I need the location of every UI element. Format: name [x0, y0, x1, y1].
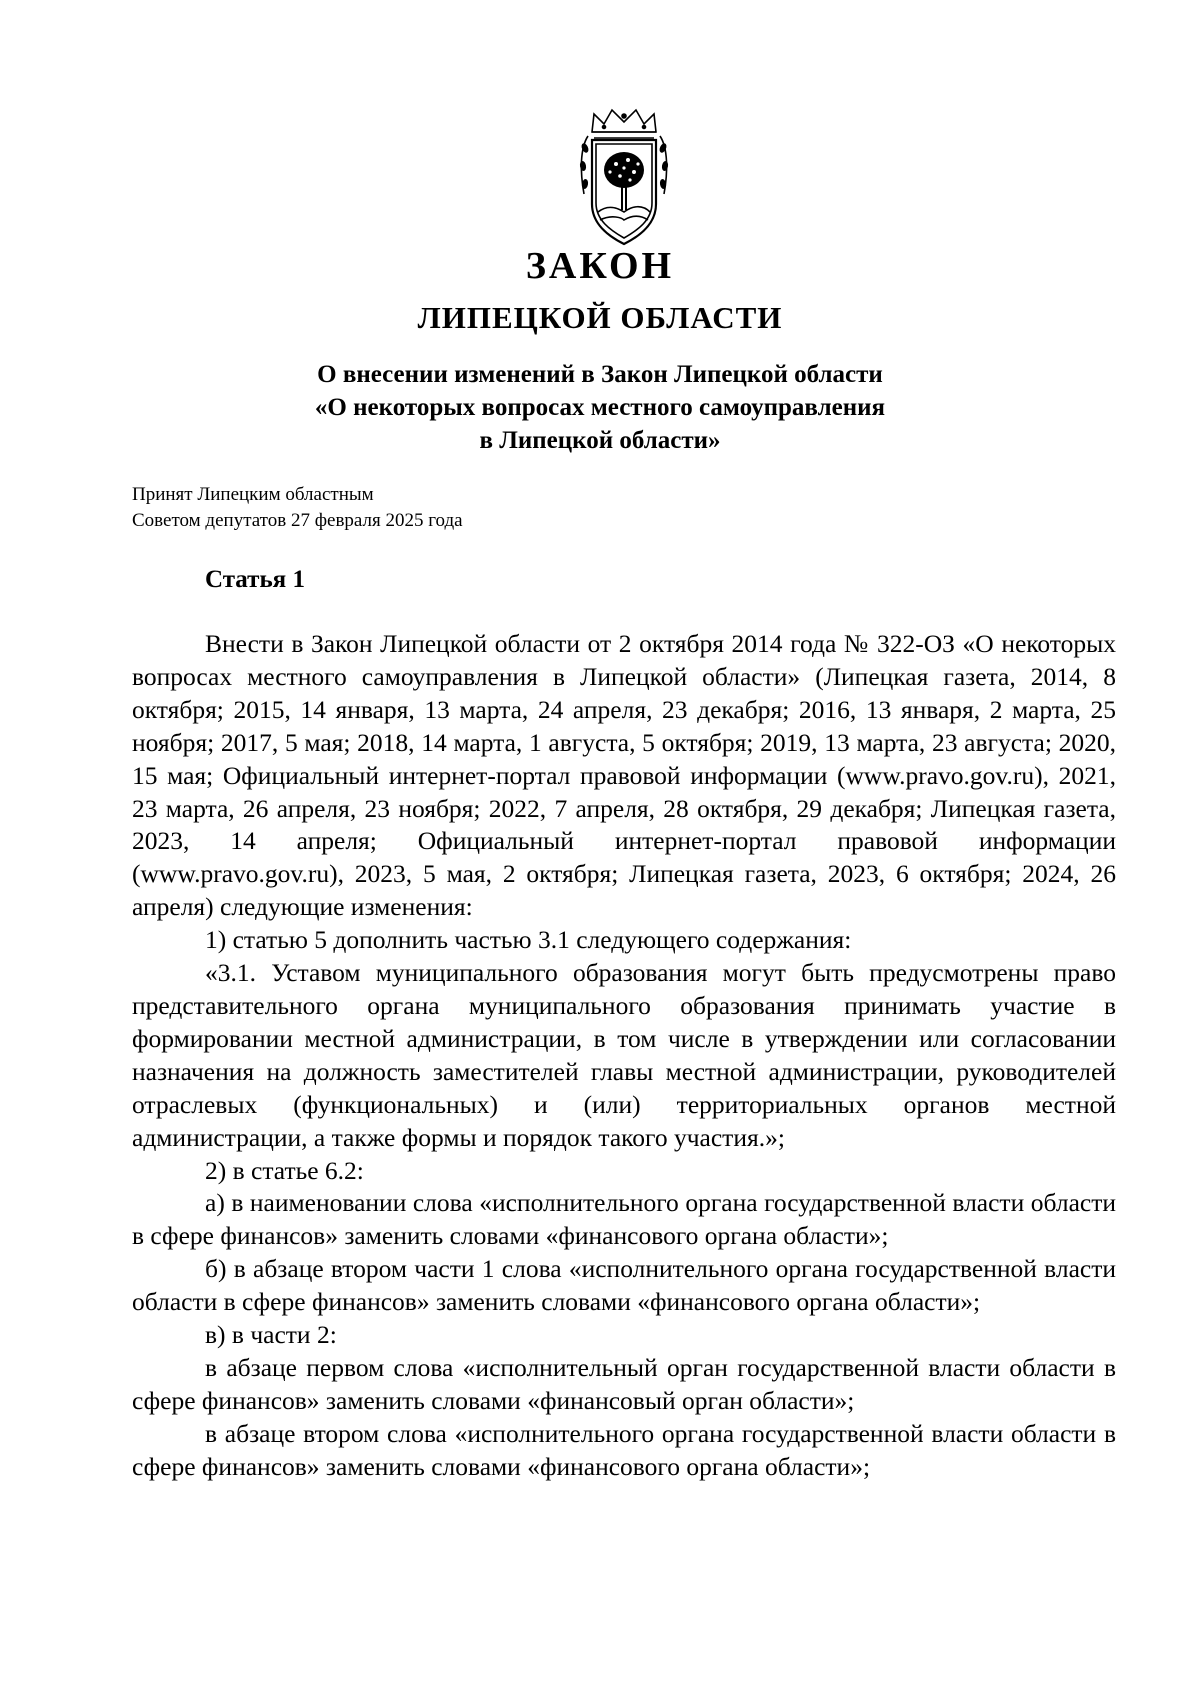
law-subtitle [0, 358, 1200, 457]
paragraph: в абзаце первом слова «исполнительный орган государственной власти области в сфере финансов» заменить словами «финансовый орган области»; [132, 1352, 1116, 1415]
subtitle-line: О внесении изменений в Закон Липецкой области [317, 361, 883, 388]
paragraph: «3.1. Уставом муниципального образования могут быть предусмотрены право представительного органа муниципального образования принимать участие в формировании местной администрации, в том числе в утверждении или согласовании назначения на должность заместителей главы местной администрации, руководителей отраслевых (функциональных) и (или) территориальных органов местной администрации, а также формы и порядок такого участия.»; [132, 958, 1116, 1152]
paragraph: а) в наименовании слова «исполнительного органа государственной власти области в сфере финансов» заменить словами «финансового органа области»; [132, 1188, 1116, 1251]
paragraph: 2) в статье 6.2: [205, 1155, 364, 1185]
document-region: ЛИПЕЦКОЙ ОБЛАСТИ [417, 300, 783, 335]
adoption-line: Принят Липецким областным [132, 484, 374, 505]
paragraph: в) в части 2: [205, 1320, 337, 1350]
article-body [132, 628, 1116, 1484]
lipetsk-coat-of-arms-icon [578, 108, 670, 248]
adoption-line: Советом депутатов 27 февраля 2025 года [132, 510, 463, 531]
paragraph: Внести в Закон Липецкой области от 2 октября 2014 года № 322-ОЗ «О некоторых вопросах местного самоуправления в Липецкой области» (Липецкая газета, 2014, 8 октября; 2015, 14 января, 13 марта, 24 апреля, 23 декабря; 2016, 13 января, 2 марта, 25 ноября; 2017, 5 мая; 2018, 14 марта, 1 августа, 5 октября; 2019, 13 марта, 23 августа; 2020, 15 мая; Официальный интернет-портал правовой информации (www.pravo.gov.ru), 2021, 23 марта, 26 апреля, 23 ноября; 2022, 7 апреля, 28 октября, 29 декабря; Липецкая газета, 2023, 14 апреля; Официальный интернет-портал правовой информации (www.pravo.gov.ru), 2023, 5 мая, 2 октября; Липецкая газета, 2023, 6 октября; 2024, 26 апреля) следующие изменения: [132, 629, 1116, 922]
document-title: ЗАКОН [525, 245, 675, 287]
paragraph: 1) статью 5 дополнить частью 3.1 следующего содержания: [205, 925, 852, 955]
subtitle-line: «О некоторых вопросах местного самоуправления [314, 394, 886, 421]
subtitle-line: в Липецкой области» [479, 427, 721, 454]
article-heading: Статья 1 [205, 566, 305, 593]
adoption-note [132, 482, 463, 534]
paragraph: б) в абзаце втором части 1 слова «исполнительного органа государственной власти области в сфере финансов» заменить словами «финансового органа области»; [132, 1254, 1116, 1317]
paragraph: в абзаце втором слова «исполнительного органа государственной власти области в сфере финансов» заменить словами «финансового органа области»; [132, 1418, 1116, 1481]
